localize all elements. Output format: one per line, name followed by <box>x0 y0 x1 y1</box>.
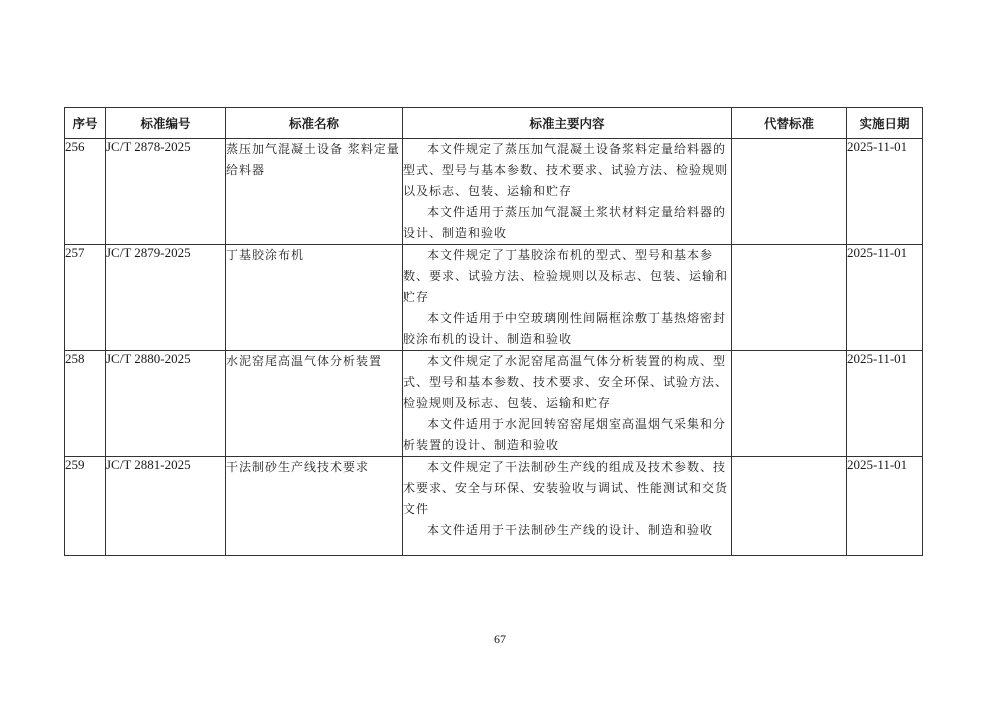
content-paragraph: 本文件规定了水泥窑尾高温气体分析装置的构成、型式、型号和基本参数、技术要求、安全环保、试验方法、检验规则及标志、包装、运输和贮存 <box>403 354 729 410</box>
header-replaces: 代替标准 <box>732 108 847 139</box>
content-paragraph: 本文件规定了丁基胶涂布机的型式、型号和基本参数、要求、试验方法、检验规则以及标志、包装、运输和贮存 <box>403 248 729 304</box>
header-code: 标准编号 <box>106 108 226 139</box>
row-seq: 258 <box>65 351 106 457</box>
row-content <box>403 245 732 351</box>
content-paragraph: 本文件适用于蒸压加气混凝土浆状材料定量给料器的设计、制造和验收 <box>403 205 727 240</box>
table-header-row <box>65 108 923 139</box>
table-row <box>65 351 923 457</box>
header-name: 标准名称 <box>226 108 403 139</box>
row-content <box>403 457 732 556</box>
table-row <box>65 245 923 351</box>
row-seq: 259 <box>65 457 106 556</box>
row-date: 2025-11-01 <box>847 245 923 351</box>
row-seq: 257 <box>65 245 106 351</box>
row-content <box>403 139 732 245</box>
content-paragraph: 本文件适用于水泥回转窑窑尾烟室高温烟气采集和分析装置的设计、制造和验收 <box>403 417 727 452</box>
row-date: 2025-11-01 <box>847 139 923 245</box>
row-name: 干法制砂生产线技术要求 <box>226 457 403 556</box>
row-name: 水泥窑尾高温气体分析装置 <box>226 351 403 457</box>
content-paragraph: 本文件规定了蒸压加气混凝土设备浆料定量给料器的型式、型号与基本参数、技术要求、试验方法、检验规则以及标志、包装、运输和贮存 <box>403 142 729 198</box>
row-replaces <box>732 245 847 351</box>
row-name: 蒸压加气混凝土设备 浆料定量给料器 <box>226 139 403 245</box>
row-name: 丁基胶涂布机 <box>226 245 403 351</box>
row-date: 2025-11-01 <box>847 457 923 556</box>
row-replaces <box>732 139 847 245</box>
content-paragraph: 本文件规定了干法制砂生产线的组成及技术参数、技术要求、安全与环保、安装验收与调试、性能测试和交货文件 <box>403 460 729 516</box>
table-row <box>65 139 923 245</box>
row-date: 2025-11-01 <box>847 351 923 457</box>
header-date: 实施日期 <box>847 108 923 139</box>
row-replaces <box>732 351 847 457</box>
page-number: 67 <box>494 632 506 646</box>
header-content: 标准主要内容 <box>403 108 732 139</box>
standards-table <box>64 107 923 556</box>
content-paragraph: 本文件适用于干法制砂生产线的设计、制造和验收 <box>427 523 714 537</box>
row-content <box>403 351 732 457</box>
header-seq: 序号 <box>65 108 106 139</box>
row-code: JC/T 2881-2025 <box>106 457 226 556</box>
content-paragraph: 本文件适用于中空玻璃刚性间隔框涂敷丁基热熔密封胶涂布机的设计、制造和验收 <box>403 311 727 346</box>
row-code: JC/T 2878-2025 <box>106 139 226 245</box>
row-code: JC/T 2879-2025 <box>106 245 226 351</box>
row-code: JC/T 2880-2025 <box>106 351 226 457</box>
row-replaces <box>732 457 847 556</box>
row-seq: 256 <box>65 139 106 245</box>
table-row <box>65 457 923 556</box>
